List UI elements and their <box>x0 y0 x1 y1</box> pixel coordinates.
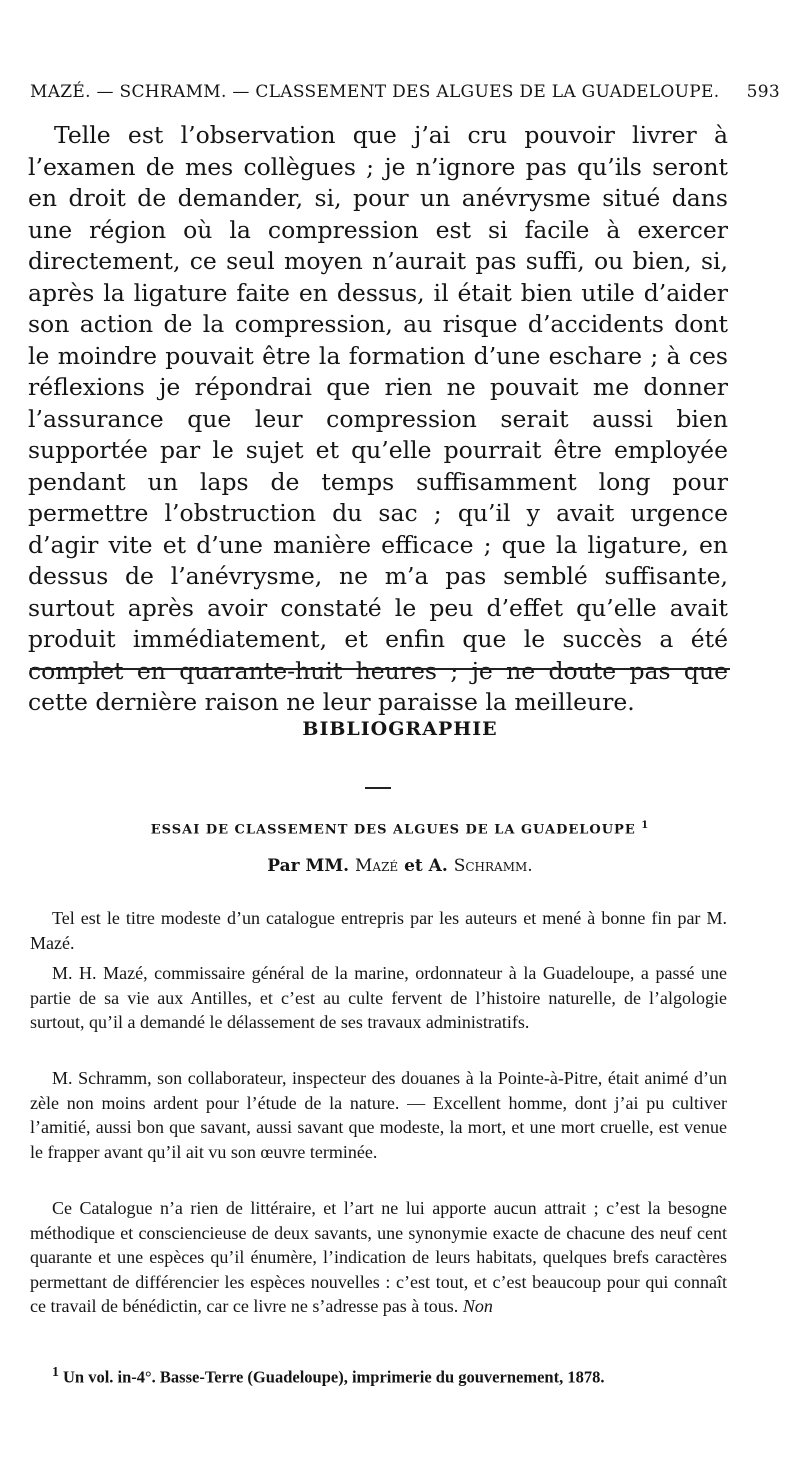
author-schramm: Schramm. <box>453 856 533 876</box>
footnote-ref: 1 <box>641 820 650 831</box>
byline-prefix: Par MM. <box>267 856 350 876</box>
section-divider <box>30 668 730 670</box>
body-paragraph: Telle est l’observation que j’ai cru pouvoir livrer à l’examen de mes collègues ; je n’ignore pas qu’ils seront en droit de demander, si, pour un anévrysme situé dans une région où la compression est si facile à exercer directement, ce seul moyen n’aurait pas suffi, ou bien, si, après la ligature faite en dessus, il était bien utile d’aider son action de la compression, au risque d’accidents dont le moindre pouvait être la formation d’une eschare ; à ces réflexions je répondrai que rien ne pouvait me donner l’assurance que leur compression serait aussi bien supportée par le sujet et qu’elle pourrait être employée pendant un laps de temps suffisamment long pour permettre l’obstruction du sac ; qu’il y avait urgence d’agir vite et d’une manière efficace ; que la ligature, en dessus de l’anévrysme, ne m’a pas semblé suffisante, surtout après avoir constaté le peu d’effet qu’elle avait produit immédiatement, et enfin que le succès a été complet en quarante-huit heures ; je ne doute pas que cette dernière raison ne leur paraisse la meilleure. <box>28 121 728 716</box>
title-dash <box>365 787 391 789</box>
running-head <box>30 82 780 102</box>
paragraph-4-text: Ce Catalogue n’a rien de littéraire, et l’art ne lui apporte aucun attrait ; c’est la besogne méthodique et consciencieuse de deux savants, une synonymie exacte de chacune des neuf cent quarante et une espèces qu’il énumère, l’indication de leurs habitats, quelques brefs caractères permettant de différencier les espèces nouvelles : c’est tout, et c’est beaucoup pour qui connaît ce travail de bénédictin, car ce livre ne s’adresse pas à tous. <box>30 1198 727 1316</box>
paragraph-3: M. Schramm, son collaborateur, inspecteur des douanes à la Pointe-à-Pitre, était animé d’un zèle non moins ardent pour l’étude de la nature. — Excellent homme, dont j’ai pu cultiver l’amitié, aussi bon que savant, aussi savant que modeste, la mort, et une mort cruelle, est venue le frapper avant qu’il ait vu son œuvre terminée. <box>30 1068 727 1162</box>
footnote <box>30 1364 727 1388</box>
footnote-text: Un vol. in-4°. Basse-Terre (Guadeloupe), imprimerie du gouvernement, 1878. <box>63 1367 605 1387</box>
paragraph-2: M. H. Mazé, commissaire général de la marine, ordonnateur à la Guadeloupe, a passé une partie de sa vie aux Antilles, et c’est au culte fervent de l’histoire naturelle, de l’algologie surtout, qu’il a demandé le délassement de ses travaux administratifs. <box>30 963 727 1032</box>
footnote-mark: 1 <box>52 1364 59 1379</box>
paragraph-1: Tel est le titre modeste d’un catalogue entrepris par les auteurs et mené à bonne fin par M. Mazé. <box>30 908 727 953</box>
byline <box>0 856 800 876</box>
byline-conj: et A. <box>404 856 448 876</box>
page-number: 593 <box>746 82 780 102</box>
author-maze: Mazé <box>355 856 399 876</box>
running-head-title: MAZÉ. — SCHRAMM. — CLASSEMENT DES ALGUES DE LA GUADELOUPE. <box>30 82 720 102</box>
article-title <box>0 820 800 837</box>
article-title-text: ESSAI DE CLASSEMENT DES ALGUES DE LA GUADELOUPE <box>150 822 636 838</box>
paragraph-4 <box>30 1196 727 1319</box>
paragraph-4-italic: Non <box>462 1296 493 1316</box>
section-title: BIBLIOGRAPHIE <box>302 718 498 740</box>
